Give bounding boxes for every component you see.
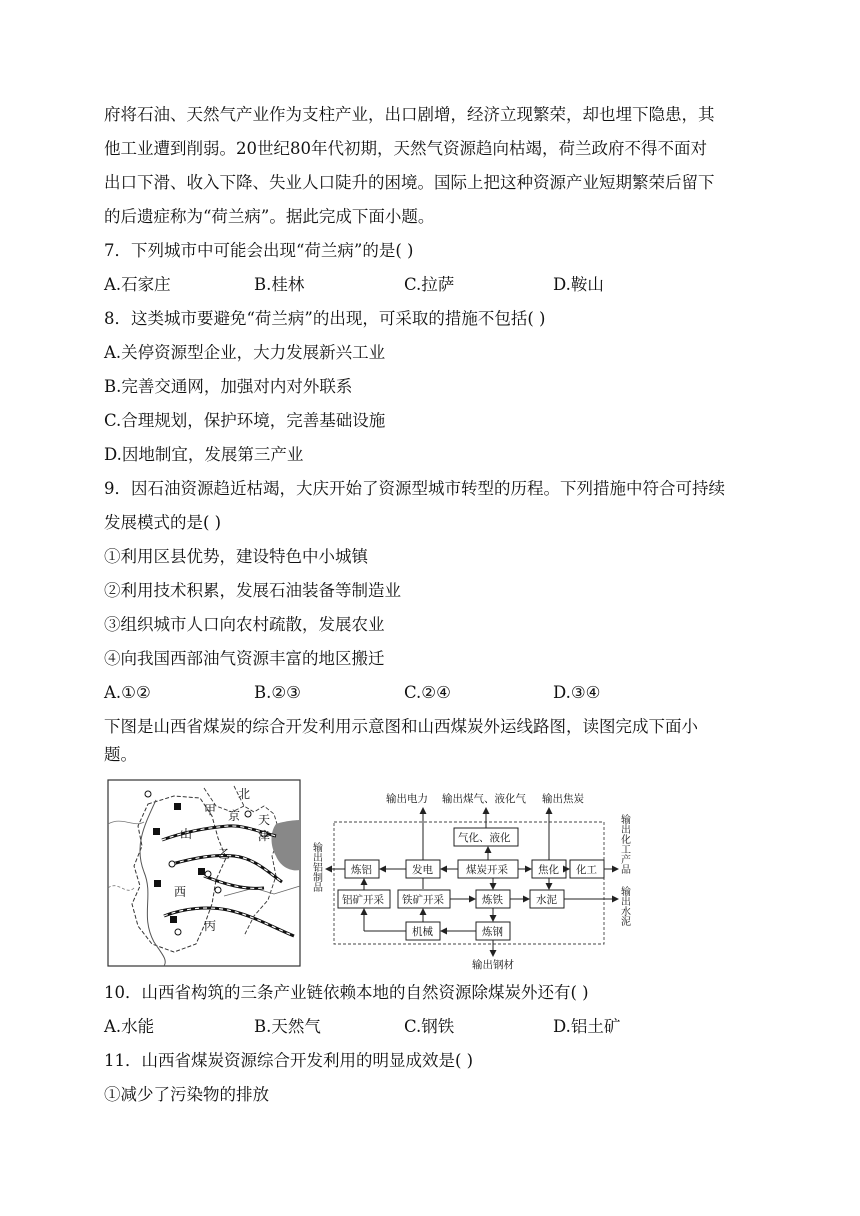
- map-label-bing: 丙: [204, 919, 217, 933]
- option-c: C.拉萨: [404, 275, 455, 294]
- shanxi-map: [108, 780, 300, 966]
- output-gas: 输出煤气、液化气: [442, 793, 526, 805]
- box-coal-mining: 煤炭开采: [466, 864, 508, 876]
- box-iron-smelting: 炼铁: [482, 894, 503, 906]
- output-chemical: 输出化工产品: [618, 814, 630, 874]
- passage-line: 他工业遭到削弱。20世纪80年代初期，天然气资源趋向枯竭，荷兰政府不得不面对: [104, 139, 707, 158]
- option-b: B.天然气: [254, 1017, 321, 1036]
- output-cement: 输出水泥: [618, 886, 630, 926]
- box-iron-mining: 铁矿开采: [402, 894, 444, 906]
- passage-line: 出口下滑、收入下降、失业人口陡升的困境。国际上把这种资源产业短期繁荣后留下: [104, 173, 715, 192]
- question-9-options: [104, 681, 764, 705]
- option-a: A.关停资源型企业，大力发展新兴工业: [104, 343, 386, 362]
- option-a: A.①②: [104, 683, 151, 702]
- output-coke: 输出焦炭: [542, 793, 584, 805]
- map-label-bei: 北: [238, 787, 251, 801]
- map-label-shan: 山: [180, 827, 193, 841]
- map-label-xi: 西: [174, 885, 187, 899]
- box-gasify: 气化、液化: [458, 832, 511, 844]
- option-c: C.钢铁: [404, 1017, 455, 1036]
- output-aluminum: 输出铝制品: [310, 842, 322, 892]
- figure-intro: 下图是山西省煤炭的综合开发利用示意图和山西煤炭外运线路图，读图完成下面小: [104, 717, 698, 736]
- figure-intro: 题。: [104, 745, 137, 764]
- industry-chain-diagram: [311, 792, 631, 971]
- box-power-generation: 发电: [412, 864, 433, 876]
- question-9-stem: 发展模式的是( ): [104, 513, 222, 532]
- option-d: D.铝土矿: [553, 1017, 621, 1036]
- question-7-options: [104, 273, 764, 297]
- box-smelt-aluminum: 炼铝: [351, 864, 372, 876]
- map-label-tian: 天: [258, 813, 271, 827]
- box-aluminum-mining: 铝矿开采: [342, 894, 384, 906]
- statement-3: ③组织城市人口向农村疏散，发展农业: [104, 615, 385, 634]
- box-cement: 水泥: [536, 894, 557, 906]
- map-label-jing: 京: [228, 809, 241, 823]
- question-9-stem: 9．因石油资源趋近枯竭，大庆开始了资源型城市转型的历程。下列措施中符合可持续: [104, 479, 725, 498]
- passage-line: 的后遗症称为“荷兰病”。据此完成下面小题。: [104, 207, 435, 226]
- question-7-stem: 7．下列城市中可能会出现“荷兰病”的是( ): [104, 241, 414, 260]
- option-c: C.合理规划，保护环境，完善基础设施: [104, 411, 386, 430]
- output-steel: 输出钢材: [472, 959, 514, 971]
- question-8-stem: 8．这类城市要避免“荷兰病”的出现，可采取的措施不包括( ): [104, 309, 546, 328]
- box-steel-making: 炼钢: [482, 926, 503, 938]
- option-d: D.鞍山: [553, 275, 604, 294]
- map-label-jia: 甲: [204, 803, 217, 817]
- question-10-stem: 10．山西省构筑的三条产业链依赖本地的自然资源除煤炭外还有( ): [104, 983, 589, 1002]
- box-chemical: 化工: [576, 864, 597, 876]
- option-d: D.③④: [553, 683, 601, 702]
- statement-1: ①减少了污染物的排放: [104, 1085, 269, 1104]
- box-machinery: 机械: [412, 926, 433, 938]
- option-a: A.水能: [104, 1017, 155, 1036]
- question-10-options: [104, 1015, 764, 1039]
- passage-line: 府将石油、天然气产业作为支柱产业，出口剧增，经济立现繁荣，却也埋下隐患，其: [104, 105, 715, 124]
- question-11-stem: 11．山西省煤炭资源综合开发利用的明显成效是( ): [104, 1051, 474, 1070]
- option-d: D.因地制宜，发展第三产业: [104, 445, 304, 464]
- figure-svg: [104, 776, 634, 972]
- statement-1: ①利用区县优势，建设特色中小城镇: [104, 547, 368, 566]
- option-b: B.②③: [254, 683, 301, 702]
- option-b: B.完善交通网，加强对内对外联系: [104, 377, 353, 396]
- statement-2: ②利用技术积累，发展石油装备等制造业: [104, 581, 401, 600]
- box-coking: 焦化: [538, 864, 559, 876]
- option-c: C.②④: [404, 683, 451, 702]
- statement-4: ④向我国西部油气资源丰富的地区搬迁: [104, 649, 385, 668]
- option-b: B.桂林: [254, 275, 305, 294]
- output-power: 输出电力: [386, 793, 428, 805]
- option-a: A.石家庄: [104, 275, 171, 294]
- shanxi-figure: [104, 776, 634, 972]
- map-label-jin: 津: [258, 829, 271, 843]
- map-label-yi: 乙: [218, 847, 231, 861]
